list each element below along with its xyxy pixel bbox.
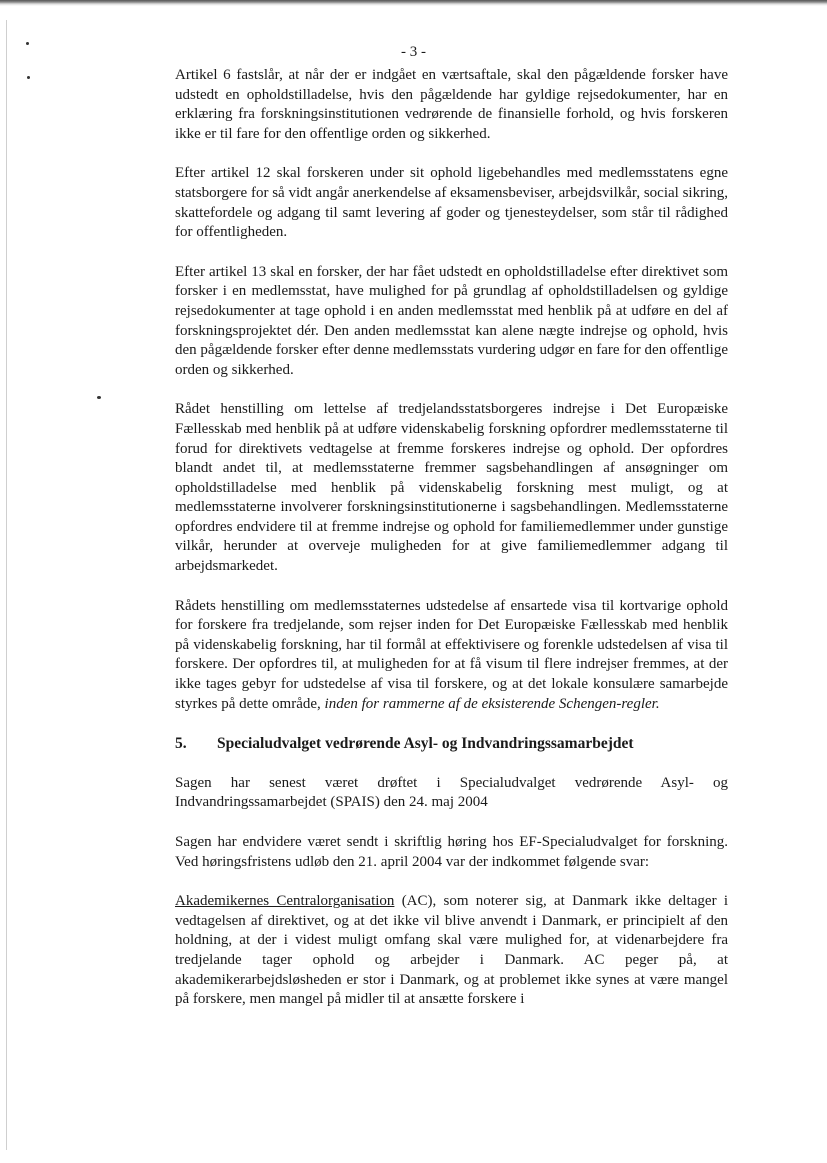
paragraph-visa-recommendation: [175, 597, 728, 715]
paragraph-council-recommendation: Rådet henstilling om lettelse af tredjelandsstatsborgeres indrejse i Det Europæiske Fællesskab med henblik på at udføre videnskabelig forskning opfordrer medlemsstaterne til forud for direktivets vedtagelse at fremme forskeres indrejse og ophold. Der opfordres blandt andet til, at medlemsstaterne fremmer sagsbehandlingen af ansøgninger om opholdstilladelse med henblik på videnskabelig forskning mest muligt, og at medlemsstaterne involverer forskningsinstitutionerne i sagsbehandlingen. Medlemsstaterne opfordres endvidere til at fremme indrejse og ophold for familiemedlemmer under gunstige vilkår, herunder at overveje muligheden for at give familiemedlemmer adgang til arbejdsmarkedet.: [175, 401, 728, 575]
scan-edge: [0, 0, 827, 6]
section-title: Specialudvalget vedrørende Asyl- og Indvandringssamarbejdet: [217, 735, 634, 753]
paragraph-ac-response: [175, 892, 728, 1010]
page-number: - 3 -: [401, 44, 426, 60]
organisation-name: Akademikernes Centralorganisation: [175, 893, 395, 910]
visa-text: Rådets henstilling om medlemsstaternes udstedelse af ensartede visa til kortvarige ophold for forskere fra tredjelande, som rejser inden for Det Europæiske Fællesskab med henblik på videnskabelig forskning, har til formål at effektivisere og forenkle udstedelsen af visa til forskere. Der opfordres til, at muligheden for at få visum til flere indrejser fremmes, at der ikke tages gebyr for udstedelse af visa til forskere, og at det lokale konsulære samarbejde styrkes på dette område,: [175, 597, 728, 712]
section-number: 5.: [175, 735, 187, 753]
paragraph-spais: Sagen har senest været drøftet i Specialudvalget vedrørende Asyl- og Indvandringssamarbejdet (SPAIS) den 24. maj 2004: [175, 774, 728, 811]
paragraph-hearing: Sagen har endvidere været sendt i skriftlig høring hos EF-Specialudvalget for forskning. Ved høringsfristens udløb den 21. april 2004 var der indkommet følgende svar:: [175, 834, 728, 870]
scan-speck: [97, 396, 101, 399]
paragraph-article-6: Artikel 6 fastslår, at når der er indgået en værtsaftale, skal den pågældende forsker have udstedt en opholdstilladelse, hvis den pågældende har gyldige rejsedokumenter, har en erklæring fra forskningsinstitutionen vedrørende de finansielle forhold, og hvis forskeren ikke er til fare for den offentlige orden og sikkerhed.: [175, 67, 728, 142]
scan-margin-line: [6, 20, 7, 1150]
section-heading: [175, 734, 728, 754]
ac-response-text: (AC), som noterer sig, at Danmark ikke deltager i vedtagelsen af direktivet, og at det ikke vil blive anvendt i Danmark, er principielt af den holdning, at der i videst muligt omfang skal være mulighed for, at videnarbejdere fra tredjelande tager ophold og arbejder i Danmark. AC peger på, at akademikerarbejdsløsheden er stor i Danmark, og at problemet ikke synes at være mangel på forskere, men mangel på midler til at ansætte forskere i: [175, 893, 728, 1008]
paragraph-article-13: Efter artikel 13 skal en forsker, der har fået udstedt en opholdstilladelse efter direktivet som forsker i en medlemsstat, have mulighed for på grundlag af opholdstilladelsen og gyldige rejsedokumenter at tage ophold i en anden medlemsstat med henblik på at udføre en del af forskningsprojektet dér. Den anden medlemsstat kan alene nægte indrejse og ophold, hvis den pågældende forsker efter denne medlemsstats vurdering udgør en fare for den offentlige orden og sikkerhed.: [175, 263, 728, 378]
scan-speck: [27, 76, 30, 79]
schengen-italic-text: inden for rammerne af de eksisterende Schengen-regler.: [324, 695, 660, 712]
paragraph-article-12: Efter artikel 12 skal forskeren under sit ophold ligebehandles med medlemsstatens egne statsborgere for så vidt angår anerkendelse af eksamensbeviser, arbejdsvilkår, social sikring, skattefordele og adgang til samt levering af goder og tjenesteydelser, som står til rådighed for offentligheden.: [175, 165, 728, 241]
document-body: [175, 66, 728, 1010]
